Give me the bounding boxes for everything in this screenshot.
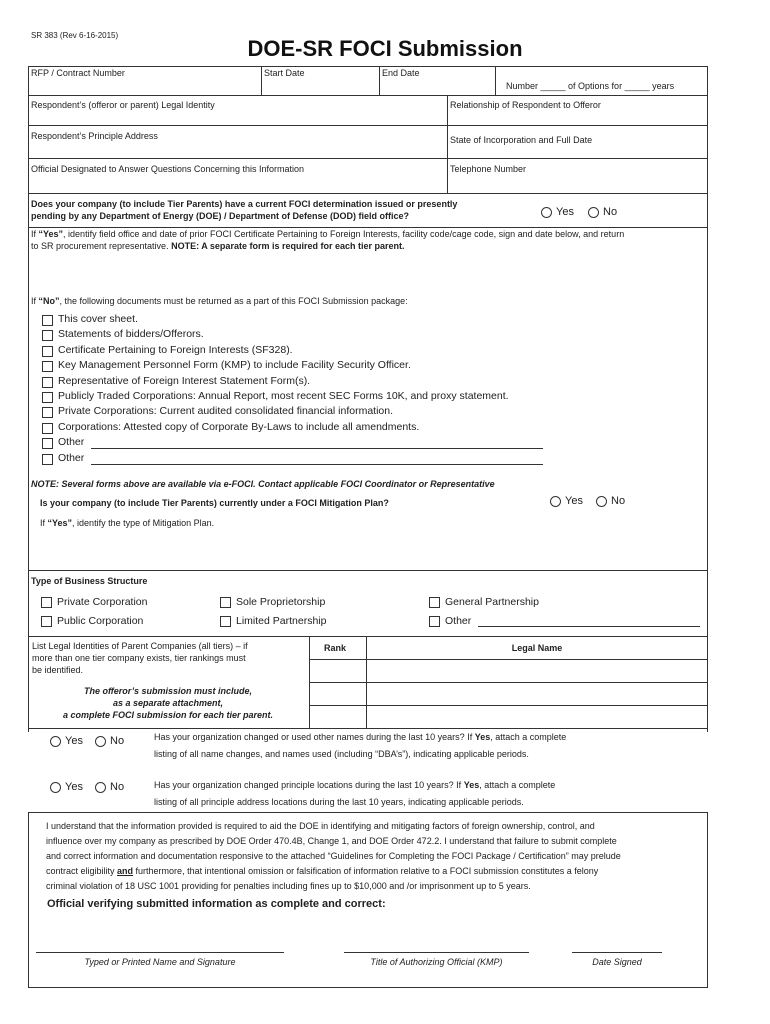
name-signature-line[interactable] xyxy=(36,952,284,953)
form-title: DOE-SR FOCI Submission xyxy=(247,36,523,61)
foci-yes-label: Yes xyxy=(556,206,574,218)
locations-yes-label: Yes xyxy=(65,781,83,793)
certification-text: I understand that the information provided is required to aid the DOE in identifying and mitigating factors of foreign ownership, control, and influence over my company as prescribed by DOE Order 470.4B, Change 1, and DOE Order 472.2. I understand that failure to submit complete and correct information and documentation responsive to the attached “Guidelines for Completing the FOCI Package / Certification” may prelude contract eligibility and furthermore, that intentional omission or falsification of information relative to a FOCI submission constitutes a felony criminal violation of 18 USC 1001 providing for penalties including fines up to $10,000 and /or imprisonment up to 5 years. xyxy=(46,821,621,891)
document-item-label: Key Management Personnel Form (KMP) to include Facility Security Officer. xyxy=(58,359,411,372)
foci-no-radio[interactable] xyxy=(588,207,599,218)
names-no-label: No xyxy=(110,735,125,747)
sole-proprietorship-checkbox[interactable] xyxy=(220,597,231,608)
limited-partnership-checkbox[interactable] xyxy=(220,616,231,627)
document-checkbox[interactable] xyxy=(42,423,53,434)
document-checkbox[interactable] xyxy=(42,438,53,449)
names-yes-radio[interactable] xyxy=(50,736,61,747)
limited-partnership-label: Limited Partnership xyxy=(236,615,327,627)
document-checkbox[interactable] xyxy=(42,377,53,388)
document-item-label: Other xyxy=(58,436,85,449)
relationship-field[interactable]: Relationship of Respondent to Offeror xyxy=(450,100,601,110)
legal-identity-field[interactable]: Respondent’s (offeror or parent) Legal Identity xyxy=(31,100,215,110)
foci-question-line2: pending by any Department of Energy (DOE) / Department of Defense (DOD) field office? xyxy=(31,211,410,221)
other-business-line[interactable] xyxy=(478,626,700,627)
foci-yes-radio[interactable] xyxy=(541,207,552,218)
other-business-label: Other xyxy=(445,615,472,627)
document-item-label: Other xyxy=(58,451,85,464)
document-item-label: Certificate Pertaining to Foreign Interests (SF328). xyxy=(58,343,293,356)
if-yes-instructions-line2: to SR procurement representative. NOTE: A separate form is required for each tier parent. xyxy=(31,241,405,251)
names-yes-label: Yes xyxy=(65,735,83,747)
locations-question-line2: listing of all principle address locations during the last 10 years, indicating applicable periods. xyxy=(154,797,524,807)
general-partnership-checkbox[interactable] xyxy=(429,597,440,608)
mitigation-yes-label: Yes xyxy=(565,495,583,507)
document-checkbox[interactable] xyxy=(42,454,53,465)
sole-proprietorship-label: Sole Proprietorship xyxy=(236,596,326,608)
title-line[interactable] xyxy=(344,952,529,953)
locations-no-radio[interactable] xyxy=(95,782,106,793)
locations-question: Has your organization changed principle locations during the last 10 years? If Yes, attach a complete xyxy=(154,780,556,790)
parents-must-include: The offeror’s submission must include, as a separate attachment, a complete FOCI submission for each tier parent. xyxy=(62,686,274,720)
document-checkbox[interactable] xyxy=(42,392,53,403)
title-label: Title of Authorizing Official (KMP) xyxy=(370,957,503,967)
business-structure-heading: Type of Business Structure xyxy=(31,576,148,586)
form-number: SR 383 (Rev 6-16-2015) xyxy=(31,31,119,40)
locations-no-label: No xyxy=(110,781,125,793)
address-field[interactable]: Respondent’s Principle Address xyxy=(31,131,158,141)
mitigation-if-yes: If “Yes”, identify the type of Mitigation Plan. xyxy=(40,518,215,528)
document-checkbox[interactable] xyxy=(42,330,53,341)
parents-instructions: List Legal Identities of Parent Companies (all tiers) – if more than one tier company exists, tier rankings must be identified. xyxy=(32,641,248,675)
state-incorporation-field[interactable]: State of Incorporation and Full Date xyxy=(450,135,593,145)
names-question: Has your organization changed or used other names during the last 10 years? If Yes, attach a complete xyxy=(154,732,567,742)
locations-yes-radio[interactable] xyxy=(50,782,61,793)
private-corporation-checkbox[interactable] xyxy=(41,597,52,608)
document-checkbox[interactable] xyxy=(42,361,53,372)
efoci-note: NOTE: Several forms above are available via e-FOCI. Contact applicable FOCI Coordinator or Representative xyxy=(31,479,495,489)
public-corporation-label: Public Corporation xyxy=(57,615,144,627)
foci-question-line1: Does your company (to include Tier Parents) have a current FOCI determination issued or presently xyxy=(31,199,458,209)
public-corporation-checkbox[interactable] xyxy=(41,616,52,627)
mitigation-no-radio[interactable] xyxy=(596,496,607,507)
date-line[interactable] xyxy=(572,952,662,953)
other-document-line[interactable] xyxy=(91,464,543,465)
mitigation-no-label: No xyxy=(611,495,626,507)
rfp-field[interactable]: RFP / Contract Number xyxy=(31,68,125,78)
date-signed-label: Date Signed xyxy=(592,957,642,967)
name-signature-label: Typed or Printed Name and Signature xyxy=(84,957,236,967)
telephone-field[interactable]: Telephone Number xyxy=(450,164,527,174)
other-business-checkbox[interactable] xyxy=(429,616,440,627)
document-item-label: Statements of bidders/Offerors. xyxy=(58,328,204,341)
official-field[interactable]: Official Designated to Answer Questions Concerning this Information xyxy=(31,164,304,174)
document-item-label: Representative of Foreign Interest Statement Form(s). xyxy=(58,374,311,387)
document-checkbox[interactable] xyxy=(42,346,53,357)
document-checkbox[interactable] xyxy=(42,315,53,326)
private-corporation-label: Private Corporation xyxy=(57,596,148,608)
legal-name-header: Legal Name xyxy=(511,643,563,653)
official-verifying-heading: Official verifying submitted information as complete and correct: xyxy=(47,898,386,910)
if-no-instructions: If “No”, the following documents must be returned as a part of this FOCI Submission package: xyxy=(31,296,408,306)
end-date-field[interactable]: End Date xyxy=(382,68,420,78)
if-yes-instructions: If “Yes”, identify field office and date of prior FOCI Certificate Pertaining to Foreign Interests, facility code/cage code, sign and date below, and return xyxy=(31,229,625,239)
mitigation-question: Is your company (to include Tier Parents) currently under a FOCI Mitigation Plan? xyxy=(40,498,389,508)
document-item-label: Private Corporations: Current audited consolidated financial information. xyxy=(58,405,394,418)
names-question-line2: listing of all name changes, and names used (including “DBA’s”), indicating applicable periods. xyxy=(154,749,529,759)
document-item-label: Publicly Traded Corporations: Annual Report, most recent SEC Forms 10K, and proxy statement. xyxy=(58,390,509,402)
foci-no-label: No xyxy=(603,206,618,218)
general-partnership-label: General Partnership xyxy=(445,596,539,608)
document-item-label: Corporations: Attested copy of Corporate By-Laws to include all amendments. xyxy=(58,420,420,433)
document-checkbox[interactable] xyxy=(42,407,53,418)
mitigation-yes-radio[interactable] xyxy=(550,496,561,507)
other-document-line[interactable] xyxy=(91,448,543,449)
rank-header: Rank xyxy=(324,643,347,653)
number-of-options-field[interactable]: Number _____ of Options for _____ years xyxy=(506,81,675,91)
start-date-field[interactable]: Start Date xyxy=(264,68,305,78)
document-item-label: This cover sheet. xyxy=(58,313,138,325)
names-no-radio[interactable] xyxy=(95,736,106,747)
